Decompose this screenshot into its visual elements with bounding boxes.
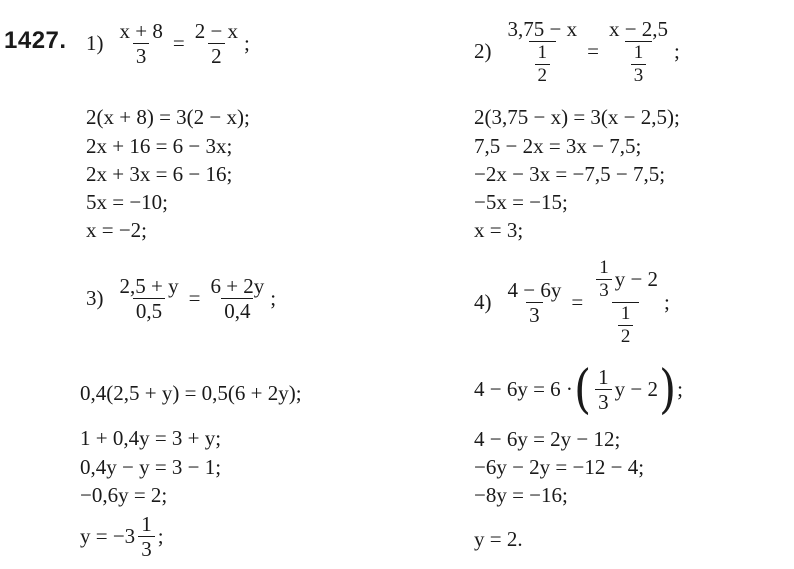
- p2-step-4: −5x = −15;: [474, 190, 568, 214]
- p4-rhs-num-rest: y − 2: [614, 267, 659, 292]
- p3-final-num: 1: [141, 512, 152, 536]
- p1-step-2: 2x + 16 = 6 − 3x;: [86, 134, 233, 158]
- p4-step-1-num: 1: [598, 365, 609, 389]
- p4-lhs-fraction: [505, 279, 565, 326]
- p4-step-1-fraction: [595, 366, 612, 413]
- p3-lhs-den: 0,5: [133, 298, 165, 322]
- p2-lhs-den: [529, 41, 557, 86]
- p1-lhs-fraction: [117, 20, 166, 67]
- p3-rhs-fraction: [207, 275, 267, 322]
- p4-step-1-prefix: 4 − 6y = 6 ·: [474, 377, 573, 402]
- p2-lhs-num: 3,75 − x: [507, 17, 578, 41]
- p4-rhs-den-num: 1: [620, 302, 631, 324]
- p2-rhs-den: [625, 41, 653, 86]
- p1-end: ;: [244, 31, 250, 56]
- p1-rhs-num: 2 − x: [194, 19, 239, 43]
- p4-step-1-den: 3: [595, 389, 612, 413]
- p2-step-1: 2(3,75 − x) = 3(x − 2,5);: [474, 105, 680, 129]
- p3-equation: [86, 275, 276, 322]
- p3-step-1: 0,4(2,5 + y) = 0,5(6 + 2y);: [80, 381, 302, 405]
- p2-rhs-den-num: 1: [633, 42, 644, 64]
- right-paren-icon: ): [658, 358, 677, 420]
- p1-lhs-num: x + 8: [119, 19, 163, 43]
- p4-eq: =: [571, 289, 584, 314]
- p2-step-3: −2x − 3x = −7,5 − 7,5;: [474, 162, 666, 186]
- p3-final-prefix: y = −3: [80, 524, 136, 549]
- p4-rhs-den-fraction: [618, 304, 634, 347]
- p4-step-5: y = 2.: [474, 527, 523, 551]
- p2-end: ;: [674, 39, 680, 64]
- p4-label: 4): [474, 289, 492, 314]
- p3-step-3: 0,4y − y = 3 − 1;: [80, 455, 222, 479]
- p4-rhs-num-fraction: [596, 258, 612, 301]
- p4-rhs-fraction: [590, 258, 661, 347]
- p3-lhs-fraction: [117, 275, 182, 322]
- p3-lhs-num: 2,5 + y: [119, 274, 179, 298]
- p3-final-den: 3: [138, 536, 155, 560]
- p1-step-4: 5x = −10;: [86, 190, 169, 214]
- p3-step-2: 1 + 0,4y = 3 + y;: [80, 426, 222, 450]
- p2-lhs-fraction: [505, 18, 581, 86]
- p2-lhs-den-den: 2: [535, 64, 551, 86]
- p4-step-4: −8y = −16;: [474, 483, 568, 507]
- p4-equation: [474, 258, 670, 347]
- p2-rhs-den-fraction: [631, 43, 647, 86]
- p4-rhs-num: [590, 258, 661, 302]
- p2-lhs-den-fraction: [535, 43, 551, 86]
- p4-end: ;: [664, 289, 670, 314]
- p4-step-1: [474, 358, 683, 420]
- p1-rhs-den: 2: [208, 43, 225, 67]
- p2-rhs-num: x − 2,5: [608, 17, 669, 41]
- p4-step-3: −6y − 2y = −12 − 4;: [474, 455, 645, 479]
- p4-step-1-end: ;: [677, 377, 683, 402]
- p2-step-2: 7,5 − 2x = 3x − 7,5;: [474, 134, 642, 158]
- p4-step-2: 4 − 6y = 2y − 12;: [474, 427, 621, 451]
- p2-lhs-den-num: 1: [537, 42, 548, 64]
- p1-eq: =: [172, 31, 185, 56]
- p4-rhs-num-num: 1: [599, 257, 609, 278]
- p2-rhs-den-den: 3: [631, 64, 647, 86]
- p3-eq: =: [188, 286, 201, 311]
- p2-equation: [474, 18, 680, 86]
- p3-step-4: −0,6y = 2;: [80, 483, 168, 507]
- p4-rhs-den-den: 2: [618, 325, 634, 347]
- p3-end: ;: [270, 286, 277, 311]
- p4-lhs-den: 3: [526, 302, 543, 326]
- p4-rhs-num-den: 3: [596, 279, 612, 301]
- p1-lhs-den: 3: [133, 43, 150, 67]
- p4-step-1-rest: y − 2: [614, 377, 658, 402]
- problem-number: 1427.: [4, 27, 67, 54]
- p1-equation: [86, 20, 250, 67]
- p4-rhs-den: [612, 302, 640, 347]
- p3-final-end: ;: [157, 524, 164, 549]
- p3-rhs-den: 0,4: [221, 298, 253, 322]
- p3-final-fraction: [138, 513, 155, 560]
- p2-label: 2): [474, 39, 492, 64]
- p3-final: [80, 513, 164, 560]
- p1-step-1: 2(x + 8) = 3(2 − x);: [86, 105, 250, 129]
- p1-step-5: x = −2;: [86, 218, 148, 242]
- p3-label: 3): [86, 286, 104, 311]
- left-paren-icon: (: [573, 358, 592, 420]
- p2-step-5: x = 3;: [474, 218, 524, 242]
- p1-step-3: 2x + 3x = 6 − 16;: [86, 162, 233, 186]
- p2-eq: =: [587, 39, 599, 64]
- p4-lhs-num: 4 − 6y: [507, 277, 562, 302]
- p2-rhs-fraction: [606, 18, 671, 86]
- p1-rhs-fraction: [192, 20, 241, 67]
- p1-label: 1): [86, 31, 104, 56]
- p3-rhs-num: 6 + 2y: [210, 274, 265, 298]
